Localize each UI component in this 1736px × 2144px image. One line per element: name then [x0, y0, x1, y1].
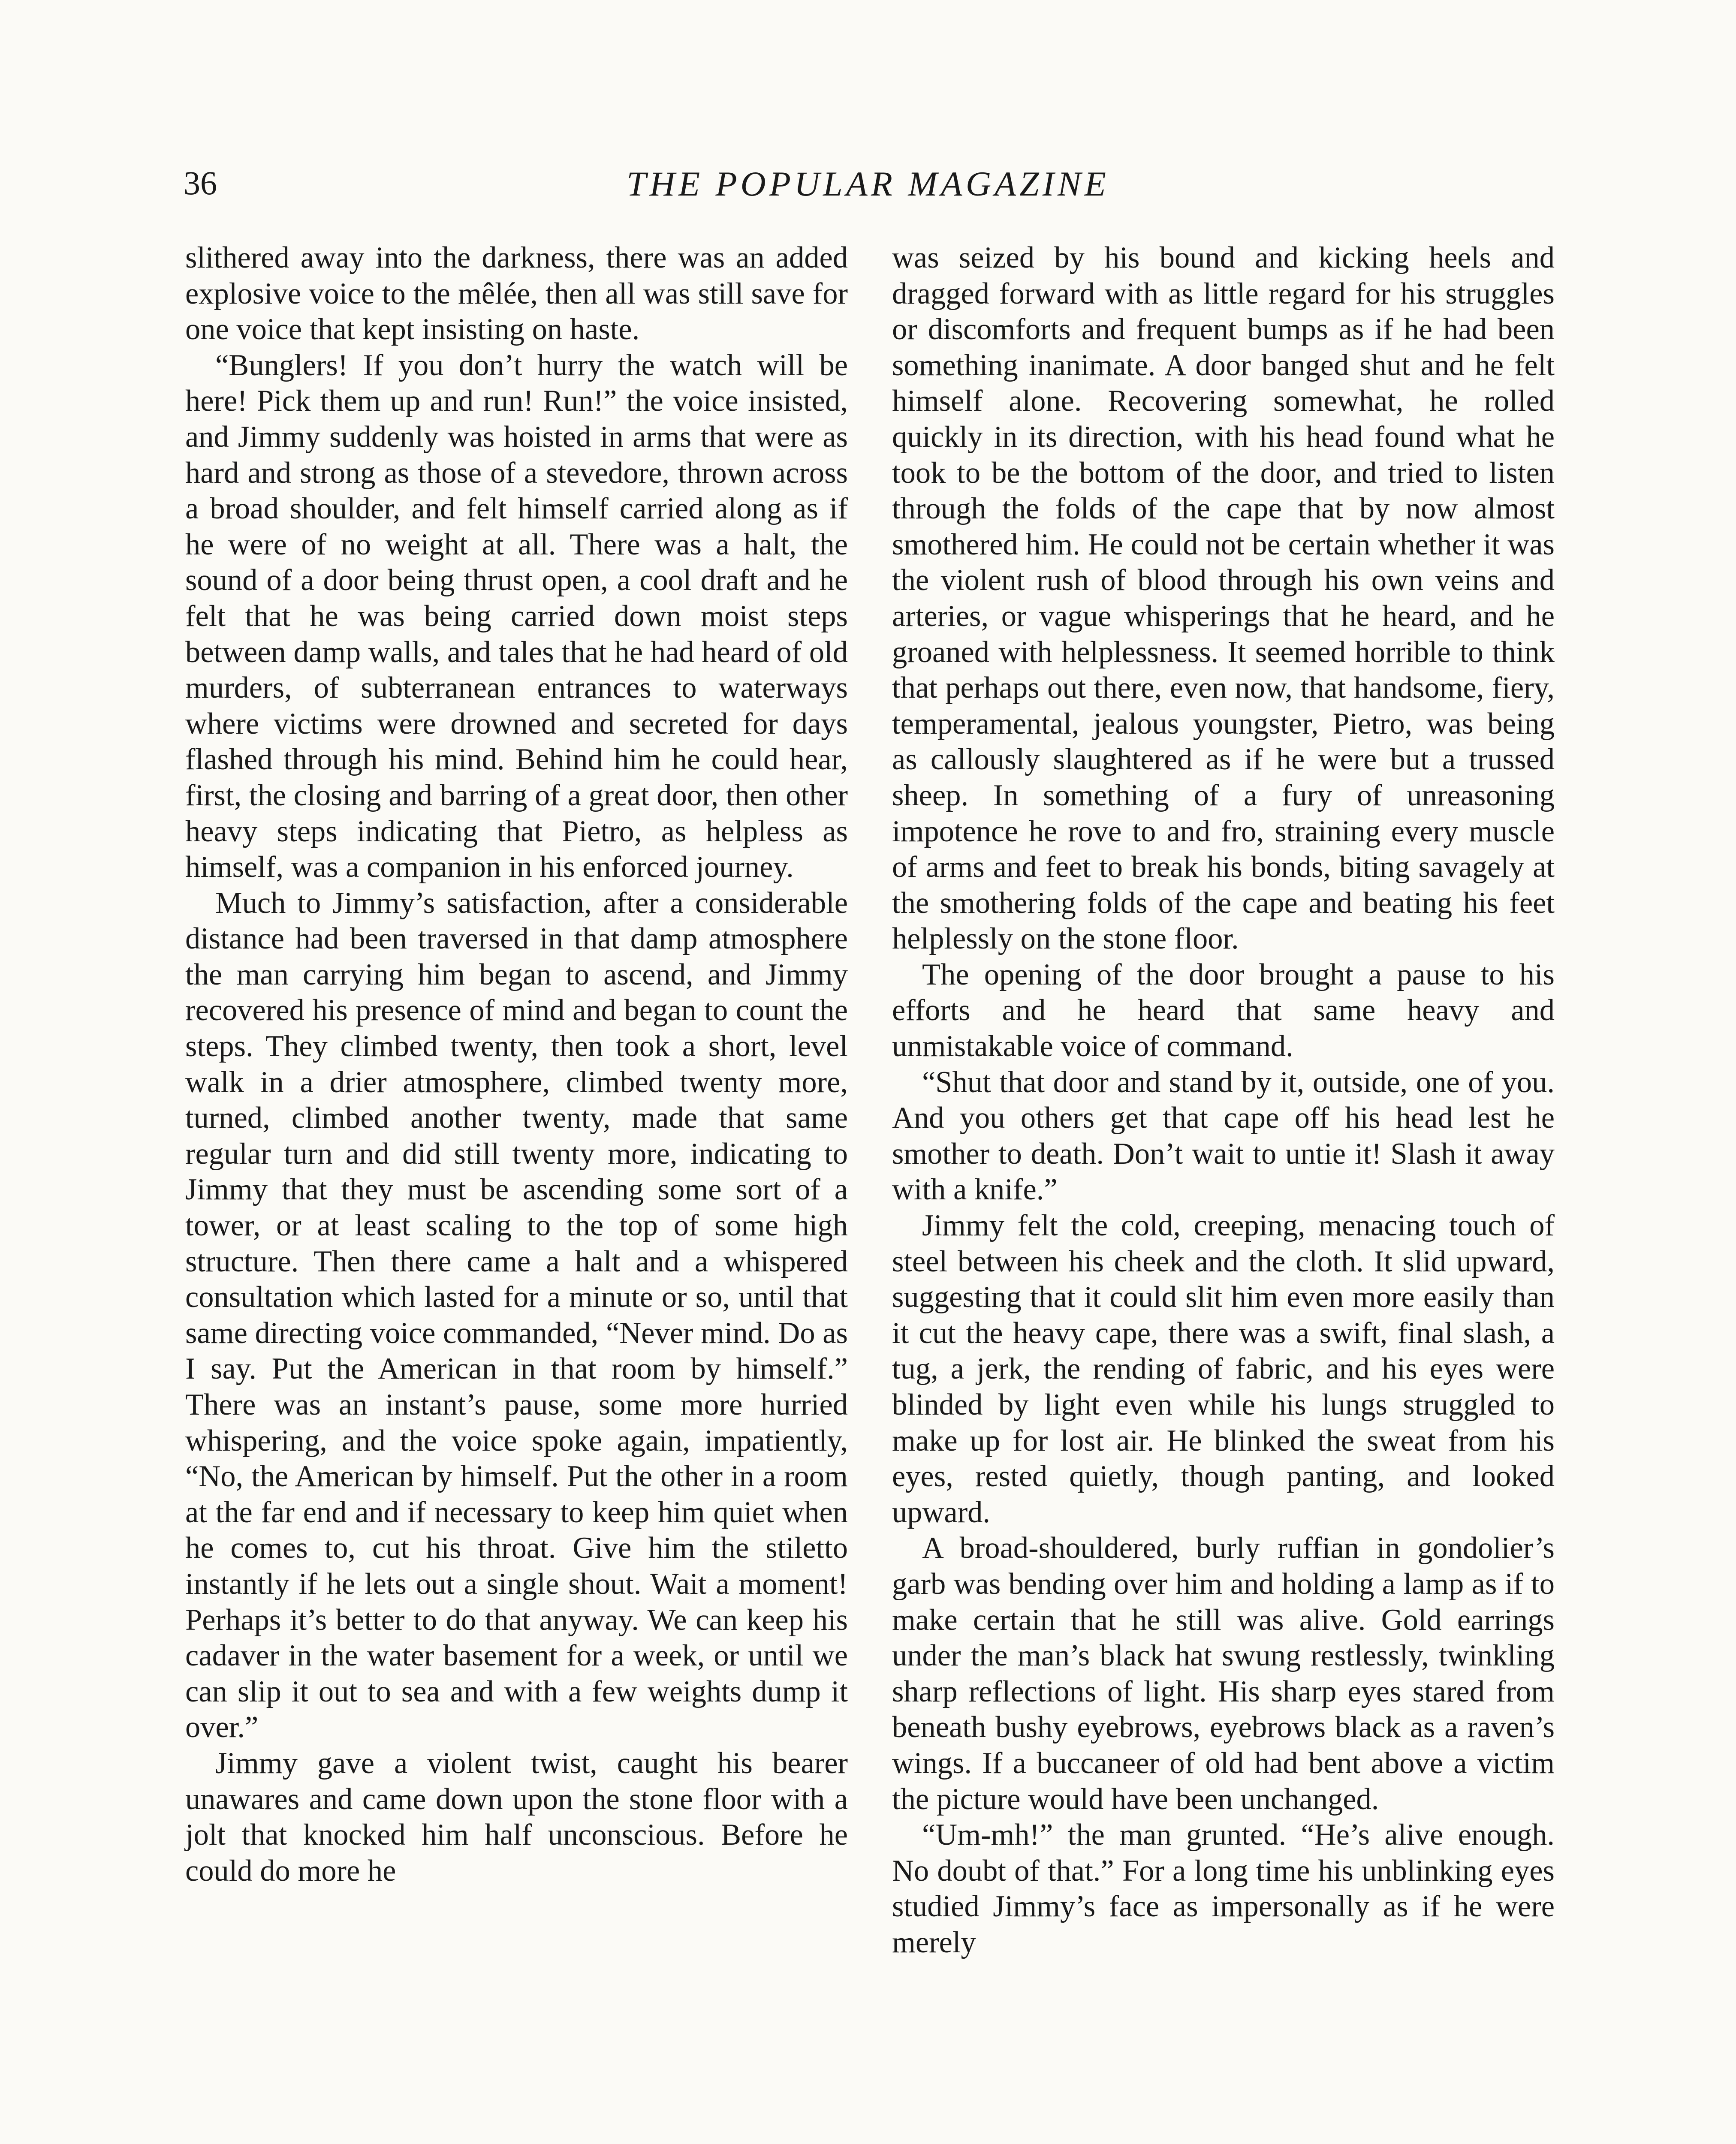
paragraph: slithered away into the darkness, there was an added explosive voice to the mêlée, then all was still save for one voice that kept insisting on haste.	[185, 241, 848, 346]
paragraph: The opening of the door brought a pause to his efforts and he heard that same heavy and unmistakable voice of command.	[892, 958, 1555, 1063]
left-column	[185, 240, 848, 1889]
paragraph: “Bunglers! If you don’t hurry the watch will be here! Pick them up and run! Run!” the voice insisted, and Jimmy suddenly was hoisted in arms that were as hard and strong as those of a stevedore, thrown across a broad shoulder, and felt himself carried along as if he were of no weight at all. There was a halt, the sound of a door being thrust open, a cool draft and he felt that he was being carried down moist steps between damp walls, and tales that he had heard of old murders, of subterranean entrances to waterways where victims were drowned and secreted for days flashed through his mind. Behind him he could hear, first, the closing and barring of a great door, then other heavy steps indicating that Pietro, as helpless as himself, was a companion in his enforced journey.	[185, 348, 848, 884]
right-column	[892, 240, 1555, 1961]
paragraph: Much to Jimmy’s satisfaction, after a considerable distance had been traversed in that damp atmosphere the man carrying him began to ascend, and Jimmy recovered his presence of mind and began to count the steps. They climbed twenty, then took a short, level walk in a drier atmosphere, climbed twenty more, turned, climbed another twenty, made that same regular turn and did still twenty more, indicating to Jimmy that they must be ascending some sort of a tower, or at least scaling to the top of some high structure. Then there came a halt and a whispered consultation which lasted for a minute or so, until that same directing voice commanded, “Never mind. Do as I say. Put the American in that room by himself.” There was an instant’s pause, some more hurried whispering, and the voice spoke again, impatiently, “No, the American by himself. Put the other in a room at the far end and if necessary to keep him quiet when he comes to, cut his throat. Give him the stiletto instantly if he lets out a single shout. Wait a moment! Perhaps it’s better to do that anyway. We can keep his cadaver in the water basement for a week, or until we can slip it out to sea and with a few weights dump it over.”	[185, 886, 848, 1744]
paragraph: was seized by his bound and kicking heels and dragged forward with as little regard for his struggles or discomforts and frequent bumps as if he had been something inanimate. A door banged shut and he felt himself alone. Recovering somewhat, he rolled quickly in its direction, with his head found what he took to be the bottom of the door, and tried to listen through the folds of the cape that by now almost smothered him. He could not be certain whether it was the violent rush of blood through his own veins and arteries, or vague whisperings that he heard, and he groaned with helplessness. It seemed horrible to think that perhaps out there, even now, that handsome, fiery, temperamental, jealous youngster, Pietro, was being as callously slaughtered as if he were but a trussed sheep. In something of a fury of unreasoning impotence he rove to and fro, straining every muscle of arms and feet to break his bonds, biting savagely at the smothering folds of the cape and beating his feet helplessly on the stone floor.	[892, 241, 1555, 956]
paragraph: Jimmy gave a violent twist, caught his bearer unawares and came down upon the stone floor with a jolt that knocked him half unconscious. Before he could do more he	[185, 1746, 848, 1888]
running-head-title: THE POPULAR MAGAZINE	[627, 164, 1109, 203]
paragraph: Jimmy felt the cold, creeping, menacing touch of steel between his cheek and the cloth. It slid upward, suggesting that it could slit him even more easily than it cut the heavy cape, there was a swift, final slash, a tug, a jerk, the rending of fabric, and his eyes were blinded by light even while his lungs struggled to make up for lost air. He blinked the sweat from his eyes, rested quietly, though panting, and looked upward.	[892, 1209, 1555, 1529]
paragraph: “Um-mh!” the man grunted. “He’s alive enough. No doubt of that.” For a long time his unblinking eyes studied Jimmy’s face as impersonally as if he were merely	[892, 1818, 1555, 1959]
paragraph: A broad-shouldered, burly ruffian in gondolier’s garb was bending over him and holding a lamp as if to make certain that he still was alive. Gold earrings under the man’s black hat swung restlessly, twinkling sharp reflections of light. His sharp eyes stared from beneath bushy eyebrows, eyebrows black as a raven’s wings. If a buccaneer of old had bent above a victim the picture would have been unchanged.	[892, 1531, 1555, 1816]
paragraph: “Shut that door and stand by it, outside, one of you. And you others get that cape off his head lest he smother to death. Don’t wait to untie it! Slash it away with a knife.”	[892, 1065, 1555, 1207]
page-number: 36	[184, 164, 217, 202]
